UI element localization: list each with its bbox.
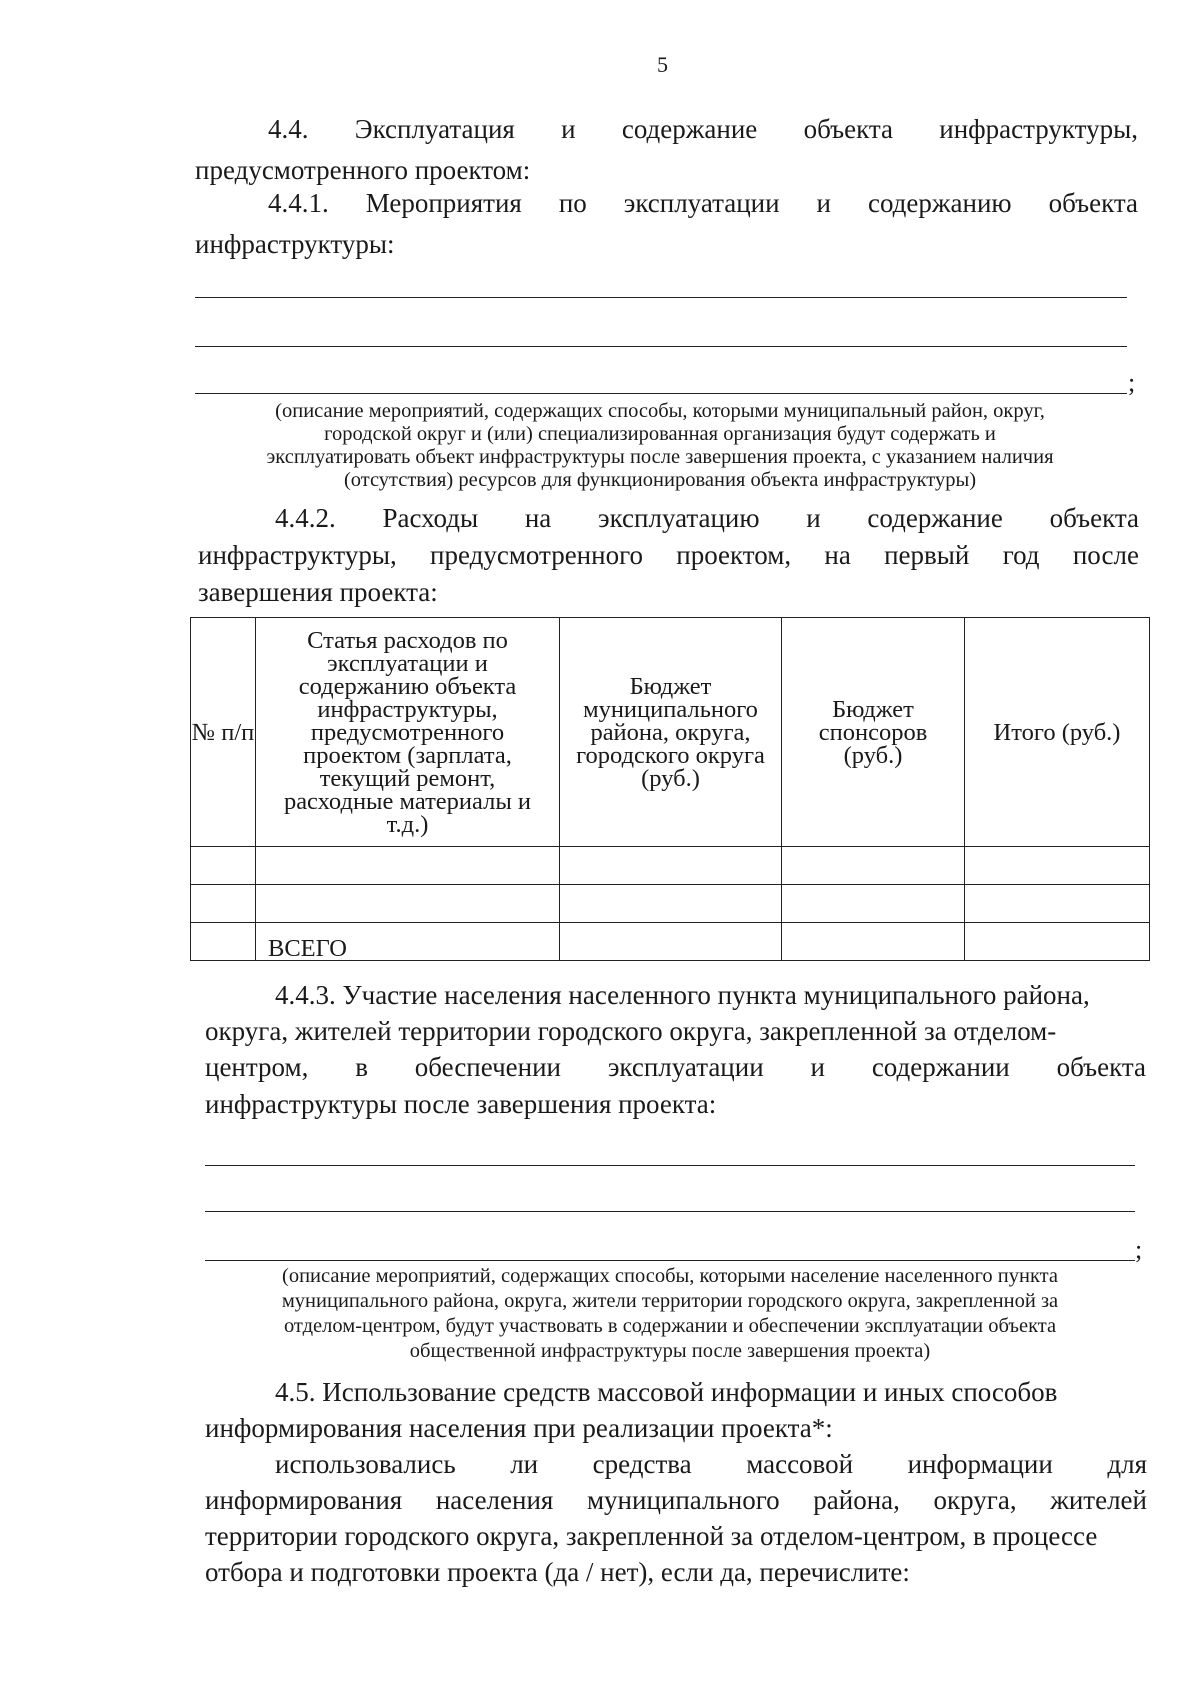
line-end-semicolon: ; xyxy=(1128,368,1136,397)
word: предусмотренного xyxy=(430,540,643,570)
word: содержании xyxy=(871,1052,1010,1082)
word: Эксплуатация xyxy=(354,114,515,144)
word: центром, xyxy=(205,1052,309,1082)
note-4-4-3-line: отделом-центром, будут участвовать в содержании и обеспечении эксплуатации объекта xyxy=(283,1315,1057,1337)
word: информации xyxy=(907,1449,1053,1479)
section-4-5-line3 xyxy=(275,1447,1147,1481)
column-header: Бюджет муниципального района, округа, городского округа (руб.) xyxy=(560,618,782,847)
word: объекта xyxy=(1056,1052,1146,1082)
word: массовой xyxy=(746,1449,854,1479)
fill-in-line xyxy=(205,1211,1135,1212)
column-header: Итого (руб.) xyxy=(965,618,1150,847)
column-header: Бюджет спонсоров (руб.) xyxy=(782,618,965,847)
word: эксплуатацию xyxy=(598,503,760,533)
section-4-4-1-line2: инфраструктуры: xyxy=(195,229,395,259)
section-number: 4.4.2. xyxy=(275,503,336,533)
fill-in-line xyxy=(195,297,1127,298)
fill-in-line xyxy=(205,1165,1135,1166)
word: обеспечении xyxy=(414,1052,561,1082)
page-number: 5 xyxy=(657,52,668,77)
word: на xyxy=(824,540,851,570)
word: эксплуатации xyxy=(607,1052,764,1082)
note-4-4-3-line: (описание мероприятий, содержащих способы, которыми население населенного пункта xyxy=(282,1265,1058,1287)
word: жителей xyxy=(1050,1485,1147,1515)
section-4-4-2-line2 xyxy=(198,538,1139,572)
section-4-5-line2: информирования населения при реализации проекта*: xyxy=(205,1413,833,1443)
table-header-row xyxy=(191,618,1150,847)
word: содержанию xyxy=(867,188,1012,218)
total-label: ВСЕГО xyxy=(256,923,560,961)
word: населения xyxy=(435,1485,554,1515)
column-header: Статья расходов по эксплуатации и содержанию объекта инфраструктуры, предусмотренного проектом (зарплата, текущий ремонт, расходные материалы и т.д.) xyxy=(256,618,560,847)
word: год xyxy=(1002,540,1040,570)
word: эксплуатации xyxy=(623,188,780,218)
section-4-4-1-heading xyxy=(268,186,1138,220)
word: округа, xyxy=(933,1485,1017,1515)
section-4-4-2-line3: завершения проекта: xyxy=(198,577,438,607)
word: и xyxy=(561,114,576,144)
section-4-4-3-line3 xyxy=(205,1050,1146,1084)
word: инфраструктуры, xyxy=(198,540,397,570)
section-4-4-2-heading xyxy=(275,501,1139,535)
note-4-4-3-line: общественной инфраструктуры после завершения проекта) xyxy=(409,1340,931,1362)
fill-in-line xyxy=(205,1260,1135,1261)
fill-in-line xyxy=(195,346,1127,347)
word: Мероприятия xyxy=(365,188,522,218)
table-cell xyxy=(965,923,1150,961)
word: по xyxy=(558,188,587,218)
table-cell xyxy=(782,885,965,923)
table-cell xyxy=(256,885,560,923)
table-total-row xyxy=(191,923,1150,961)
word: содержание xyxy=(621,114,758,144)
table-cell xyxy=(782,847,965,885)
word: первый xyxy=(884,540,970,570)
word: и xyxy=(806,503,821,533)
section-4-5-line4 xyxy=(205,1483,1147,1517)
word: средства xyxy=(592,1449,692,1479)
word: проектом, xyxy=(676,540,792,570)
table-cell xyxy=(560,923,782,961)
word: объекта xyxy=(1049,503,1139,533)
table-cell xyxy=(191,885,256,923)
table-cell xyxy=(560,885,782,923)
table-cell xyxy=(782,923,965,961)
word: объекта xyxy=(803,114,893,144)
section-4-4-3-line4: инфраструктуры после завершения проекта: xyxy=(205,1089,717,1119)
note-4-4-3-line: муниципального района, округа, жители территории городского округа, закрепленной за xyxy=(281,1290,1059,1312)
word: содержание xyxy=(867,503,1003,533)
section-4-5-line5: территории городского округа, закрепленной за отделом-центром, в процессе xyxy=(205,1521,1098,1551)
word: и xyxy=(816,188,831,218)
section-4-4-heading xyxy=(268,112,1138,146)
section-4-5-line6: отбора и подготовки проекта (да / нет), если да, перечислите: xyxy=(205,1557,910,1587)
word: муниципального xyxy=(586,1485,780,1515)
section-number: 4.4. xyxy=(268,114,309,144)
table-cell xyxy=(256,847,560,885)
word: для xyxy=(1107,1449,1147,1479)
word: информирования xyxy=(205,1485,403,1515)
word: ли xyxy=(510,1449,539,1479)
table-cell xyxy=(965,847,1150,885)
note-4-4-1-line: городской округ и (или) специализированная организация будут содержать и xyxy=(324,423,996,445)
line-end-semicolon: ; xyxy=(1135,1235,1143,1264)
word: инфраструктуры, xyxy=(939,114,1138,144)
section-4-4-line2: предусмотренного проектом: xyxy=(195,155,531,185)
word: района, xyxy=(813,1485,900,1515)
column-header: № п/п xyxy=(191,618,256,847)
word: использовались xyxy=(275,1449,456,1479)
fill-in-line xyxy=(195,393,1127,394)
section-4-5-line1: 4.5. Использование средств массовой информации и иных способов xyxy=(275,1377,1058,1407)
section-number: 4.4.1. xyxy=(268,188,329,218)
table-row xyxy=(191,885,1150,923)
note-4-4-1-line: (отсутствия) ресурсов для функционирования объекта инфраструктуры) xyxy=(343,469,977,491)
note-4-4-1-line: эксплуатировать объект инфраструктуры после завершения проекта, с указанием наличия xyxy=(266,446,1054,468)
section-4-4-3-line1: 4.4.3. Участие населения населенного пункта муниципального района, xyxy=(275,980,1090,1010)
word: после xyxy=(1072,540,1139,570)
table-cell xyxy=(965,885,1150,923)
table-cell xyxy=(560,847,782,885)
word: объекта xyxy=(1048,188,1138,218)
table-cell xyxy=(191,847,256,885)
table-row xyxy=(191,847,1150,885)
expense-table xyxy=(190,617,1150,961)
note-4-4-1-line: (описание мероприятий, содержащих способы, которыми муниципальный район, округ, xyxy=(275,400,1045,422)
word: Расходы xyxy=(382,503,479,533)
word: в xyxy=(355,1052,368,1082)
table-cell xyxy=(191,923,256,961)
section-4-4-3-line2: округа, жителей территории городского округа, закрепленной за отделом- xyxy=(205,1016,1057,1046)
word: и xyxy=(810,1052,825,1082)
word: на xyxy=(524,503,552,533)
